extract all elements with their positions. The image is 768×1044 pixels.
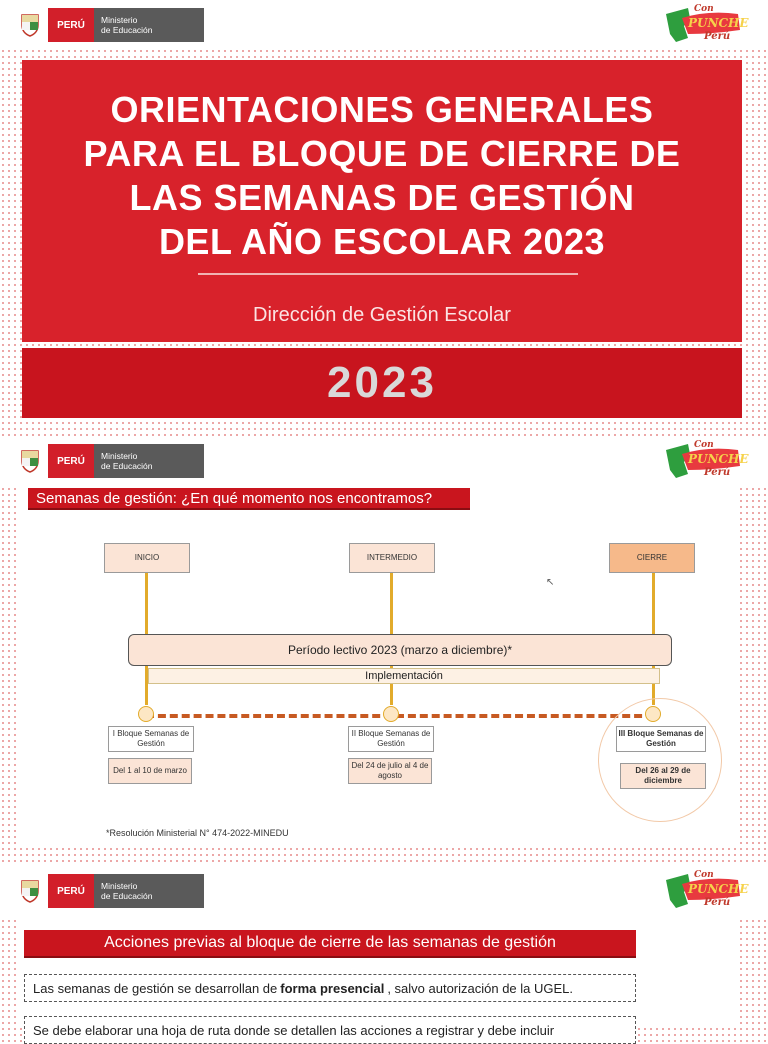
title-line-2: PARA EL BLOQUE DE CIERRE DE <box>83 133 681 174</box>
logo-punche-text: PUNCHE <box>688 882 749 896</box>
section-title: Semanas de gestión: ¿En qué momento nos encontramos? <box>28 488 470 510</box>
block-1-name: I Bloque Semanas de Gestión <box>108 726 194 752</box>
timeline-dot-inicio <box>138 706 154 722</box>
ministerio-line1: Ministerio <box>101 451 138 461</box>
phase-inicio: INICIO <box>104 543 190 573</box>
block-2-name: II Bloque Semanas de Gestión <box>348 726 434 752</box>
cierre-highlight-circle <box>598 698 722 822</box>
timeline-dashed-line <box>146 714 654 718</box>
line1-after: , salvo autorización de la UGEL. <box>387 980 574 996</box>
section-title: Acciones previas al bloque de cierre de las semanas de gestión <box>24 930 636 958</box>
line1-bold: forma presencial <box>280 980 385 996</box>
logo-con-text: Con <box>694 440 714 450</box>
coat-of-arms-icon <box>12 874 48 908</box>
main-title <box>22 88 742 264</box>
line1-before: Las semanas de gestión se desarrollan de <box>33 980 278 996</box>
peru-label: PERÚ <box>48 444 94 478</box>
title-panel <box>22 60 742 342</box>
minedu-logo <box>12 8 204 42</box>
header-bar <box>0 0 768 50</box>
logo-con-text: Con <box>694 4 714 14</box>
con-punche-peru-logo <box>660 4 750 46</box>
line2-partial: Se debe elaborar una hoja de ruta donde se detallen las acciones a registrar y debe incluir <box>33 1022 555 1038</box>
title-divider <box>198 273 578 275</box>
timeline-dot-intermedio <box>383 706 399 722</box>
reference-note: *Resolución Ministerial N° 474-2022-MINEDU <box>106 828 289 838</box>
con-punche-peru-logo <box>660 870 750 912</box>
timeline-body <box>18 488 740 846</box>
slide-timeline <box>0 436 768 856</box>
logo-peru-text: Perú <box>704 897 731 908</box>
mouse-cursor-icon: ↖ <box>546 577 555 588</box>
header-bar <box>0 436 768 486</box>
subtitle: Dirección de Gestión Escolar <box>253 304 511 326</box>
year-panel <box>22 348 742 418</box>
phase-intermedio: INTERMEDIO <box>349 543 435 573</box>
ministerio-line1: Ministerio <box>101 881 138 891</box>
text-line-hoja-de-ruta <box>24 1016 636 1044</box>
block-1-dates: Del 1 al 10 de marzo <box>108 758 192 784</box>
year-label: 2023 <box>327 358 437 407</box>
slide-acciones <box>0 866 768 1038</box>
block-3-name: III Bloque Semanas de Gestión <box>616 726 706 752</box>
minedu-logo <box>12 874 204 908</box>
slide-title <box>0 56 768 420</box>
peru-label: PERÚ <box>48 8 94 42</box>
block-2-dates: Del 24 de julio al 4 de agosto <box>348 758 432 784</box>
peru-label: PERÚ <box>48 874 94 908</box>
logo-peru-text: Perú <box>704 31 731 42</box>
title-line-4: DEL AÑO ESCOLAR 2023 <box>158 221 606 262</box>
text-line-presencial <box>24 974 636 1002</box>
logo-peru-text: Perú <box>704 467 731 478</box>
title-line-3: LAS SEMANAS DE GESTIÓN <box>129 177 635 218</box>
ministerio-line2: de Educación <box>101 25 153 35</box>
acciones-body <box>18 918 740 1038</box>
logo-punche-text: PUNCHE <box>688 16 749 30</box>
header-bar <box>0 866 768 916</box>
coat-of-arms-icon <box>12 8 48 42</box>
logo-con-text: Con <box>694 870 714 880</box>
logo-punche-text: PUNCHE <box>688 452 749 466</box>
block-3-dates: Del 26 al 29 de diciembre <box>620 763 706 789</box>
minedu-logo <box>12 444 204 478</box>
phase-cierre: CIERRE <box>609 543 695 573</box>
period-bar: Período lectivo 2023 (marzo a diciembre)* <box>128 634 672 666</box>
title-line-1: ORIENTACIONES GENERALES <box>110 89 654 130</box>
coat-of-arms-icon <box>12 444 48 478</box>
ministerio-line2: de Educación <box>101 891 153 901</box>
con-punche-peru-logo <box>660 440 750 482</box>
implementation-bar: Implementación <box>148 668 660 684</box>
ministerio-line2: de Educación <box>101 461 153 471</box>
ministerio-line1: Ministerio <box>101 15 138 25</box>
